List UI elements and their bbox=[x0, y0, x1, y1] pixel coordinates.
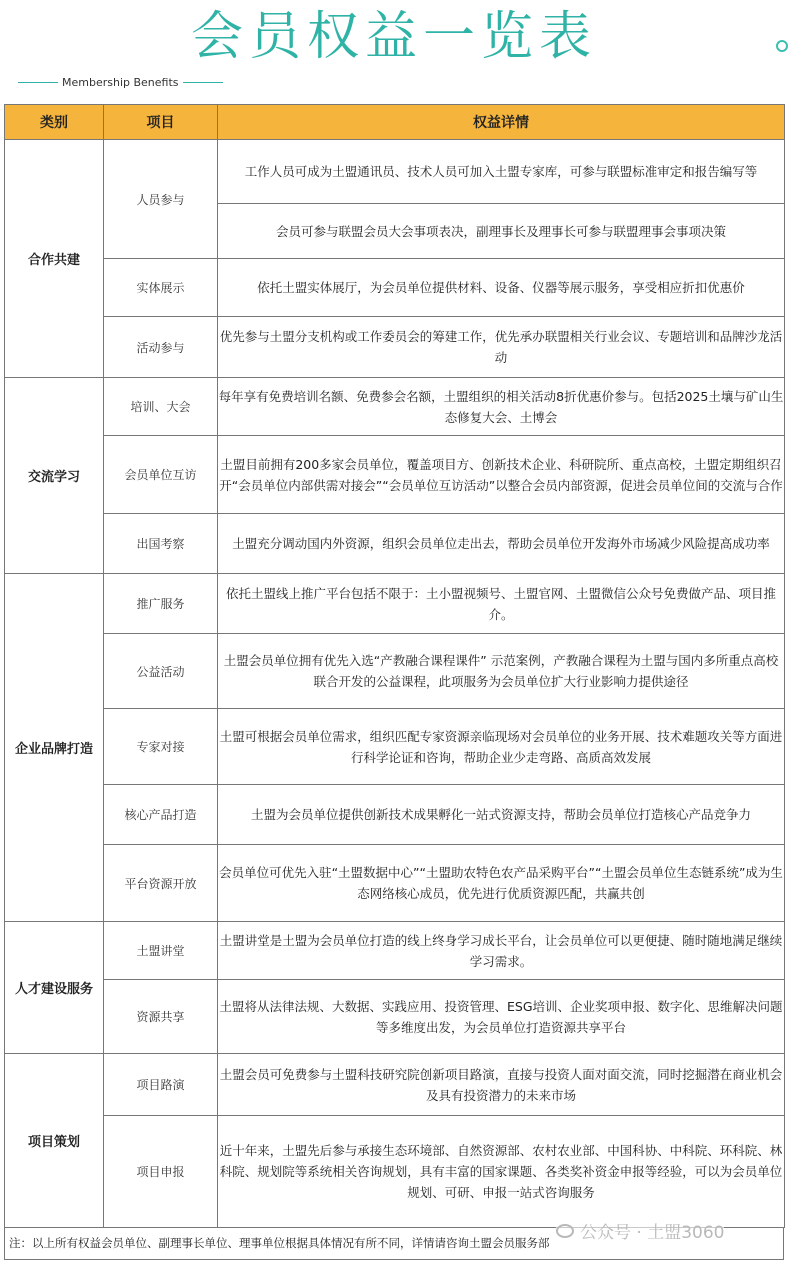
item-cell: 出国考察 bbox=[104, 514, 218, 574]
detail-cell: 土盟会员单位拥有优先入选“产教融合课程课件” 示范案例，产教融合课程为土盟与国内多所重点高校联合开发的公益课程，此项服务为会员单位扩大行业影响力提供途径 bbox=[218, 634, 785, 709]
detail-cell: 土盟将从法律法规、大数据、实践应用、投资管理、ESG培训、企业奖项申报、数字化、思维解决问题等多维度出发，为会员单位打造资源共享平台 bbox=[218, 980, 785, 1054]
header-category: 类别 bbox=[5, 105, 104, 140]
category-cell: 交流学习 bbox=[5, 378, 104, 574]
table-row bbox=[5, 1054, 785, 1116]
item-cell: 推广服务 bbox=[104, 574, 218, 634]
page-title: 会员权益一览表 bbox=[190, 7, 597, 67]
detail-cell: 每年享有免费培训名额、免费参会名额，土盟组织的相关活动8折优惠价参与。包括2025土壤与矿山生态修复大会、土博会 bbox=[218, 378, 785, 436]
detail-cell: 土盟为会员单位提供创新技术成果孵化一站式资源支持，帮助会员单位打造核心产品竞争力 bbox=[218, 785, 785, 845]
table-row bbox=[5, 436, 785, 514]
detail-cell: 依托土盟实体展厅，为会员单位提供材料、设备、仪器等展示服务，享受相应折扣优惠价 bbox=[218, 259, 785, 317]
table-row bbox=[5, 980, 785, 1054]
detail-cell: 土盟可根据会员单位需求，组织匹配专家资源亲临现场对会员单位的业务开展、技术难题攻关等方面进行科学论证和咨询，帮助企业少走弯路、高质高效发展 bbox=[218, 709, 785, 785]
table-row bbox=[5, 317, 785, 378]
detail-cell: 近十年来，土盟先后参与承接生态环境部、自然资源部、农村农业部、中国科协、中科院、环科院、林科院、规划院等系统相关咨询规划，具有丰富的国家课题、各类奖补资金申报等经验，可以为会员单位规划、可研、申报一站式咨询服务 bbox=[218, 1116, 785, 1228]
category-cell: 企业品牌打造 bbox=[5, 574, 104, 922]
table-row bbox=[5, 845, 785, 922]
table-row bbox=[5, 378, 785, 436]
table-row bbox=[5, 574, 785, 634]
item-cell: 土盟讲堂 bbox=[104, 922, 218, 980]
detail-cell: 土盟会员可免费参与土盟科技研究院创新项目路演，直接与投资人面对面交流，同时挖掘潜在商业机会及具有投资潜力的未来市场 bbox=[218, 1054, 785, 1116]
table-row bbox=[5, 140, 785, 204]
subtitle-divider bbox=[183, 82, 223, 83]
subtitle-divider bbox=[18, 82, 58, 83]
table-row bbox=[5, 922, 785, 980]
category-cell: 合作共建 bbox=[5, 140, 104, 378]
header-detail: 权益详情 bbox=[218, 105, 785, 140]
table-header-row bbox=[5, 105, 785, 140]
detail-cell: 会员单位可优先入驻“土盟数据中心”“土盟助农特色农产品采购平台”“土盟会员单位生态链系统”成为生态网络核心成员，优先进行优质资源匹配，共赢共创 bbox=[218, 845, 785, 922]
table-row bbox=[5, 1116, 785, 1228]
item-cell: 项目申报 bbox=[104, 1116, 218, 1228]
table-row bbox=[5, 709, 785, 785]
subtitle-text: Membership Benefits bbox=[62, 75, 179, 89]
detail-cell: 依托土盟线上推广平台包括不限于：土小盟视频号、土盟官网、土盟微信公众号免费做产品、项目推介。 bbox=[218, 574, 785, 634]
page-subtitle bbox=[18, 72, 223, 92]
item-cell: 会员单位互访 bbox=[104, 436, 218, 514]
detail-cell: 土盟充分调动国内外资源，组织会员单位走出去，帮助会员单位开发海外市场减少风险提高成功率 bbox=[218, 514, 785, 574]
category-cell: 人才建设服务 bbox=[5, 922, 104, 1054]
header-item: 项目 bbox=[104, 105, 218, 140]
detail-cell: 工作人员可成为土盟通讯员、技术人员可加入土盟专家库，可参与联盟标准审定和报告编写等 bbox=[218, 140, 785, 204]
item-cell: 项目路演 bbox=[104, 1054, 218, 1116]
category-cell: 项目策划 bbox=[5, 1054, 104, 1228]
item-cell: 专家对接 bbox=[104, 709, 218, 785]
item-cell: 人员参与 bbox=[104, 140, 218, 259]
benefits-table bbox=[4, 104, 785, 1228]
item-cell: 资源共享 bbox=[104, 980, 218, 1054]
detail-cell: 会员可参与联盟会员大会事项表决，副理事长及理事长可参与联盟理事会事项决策 bbox=[218, 204, 785, 259]
item-cell: 培训、大会 bbox=[104, 378, 218, 436]
footnote: 注：以上所有权益会员单位、副理事长单位、理事单位根据具体情况有所不同，详情请咨询土盟会员服务部 bbox=[4, 1228, 784, 1260]
item-cell: 核心产品打造 bbox=[104, 785, 218, 845]
corner-circle-icon bbox=[776, 40, 788, 52]
table-row bbox=[5, 634, 785, 709]
watermark-text: 公众号 · 土盟3060 bbox=[580, 1223, 725, 1243]
table-row bbox=[5, 514, 785, 574]
item-cell: 活动参与 bbox=[104, 317, 218, 378]
item-cell: 平台资源开放 bbox=[104, 845, 218, 922]
detail-cell: 优先参与土盟分支机构或工作委员会的筹建工作，优先承办联盟相关行业会议、专题培训和品牌沙龙活动 bbox=[218, 317, 785, 378]
table-row bbox=[5, 785, 785, 845]
wechat-icon bbox=[556, 1224, 574, 1238]
table-row bbox=[5, 259, 785, 317]
watermark bbox=[556, 1218, 724, 1243]
detail-cell: 土盟讲堂是土盟为会员单位打造的线上终身学习成长平台，让会员单位可以更便捷、随时随地满足继续学习需求。 bbox=[218, 922, 785, 980]
detail-cell: 土盟目前拥有200多家会员单位，覆盖项目方、创新技术企业、科研院所、重点高校，土盟定期组织召开“会员单位内部供需对接会”“会员单位互访活动”以整合会员内部资源，促进会员单位间的交流与合作 bbox=[218, 436, 785, 514]
item-cell: 公益活动 bbox=[104, 634, 218, 709]
item-cell: 实体展示 bbox=[104, 259, 218, 317]
